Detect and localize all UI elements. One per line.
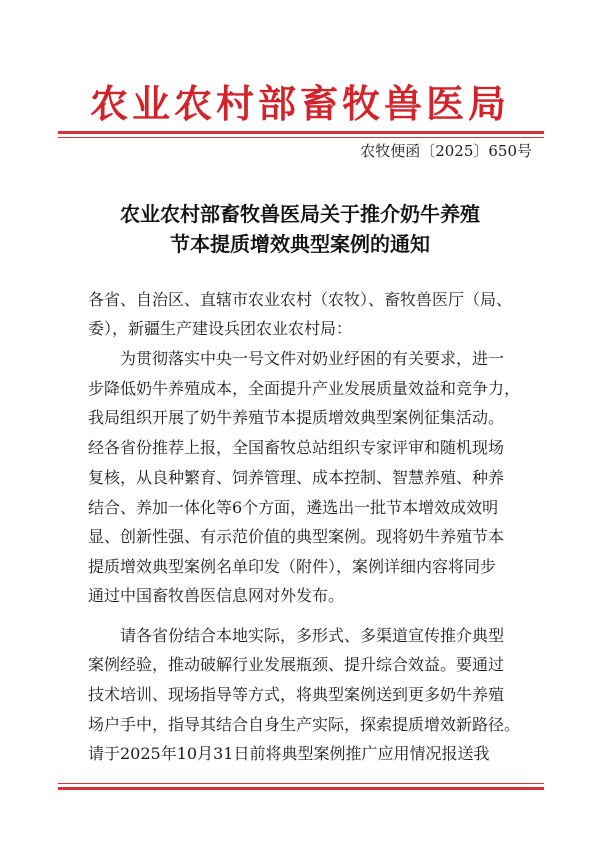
document-title-line-2: 节本提质增效典型案例的通知 <box>170 232 430 256</box>
addressee-line-2: 委），新疆生产建设兵团农业农村局： <box>88 319 353 338</box>
body-line: 复核，从良种繁育、饲养管理、成本控制、智慧养殖、种养 <box>88 468 505 487</box>
body-line: 场户手中，指导其结合自身生产实际，探索提质增效新路径。 <box>88 715 521 734</box>
addressee-line-1: 各省、自治区、直辖市农业农村（农牧）、畜牧兽医厅（局、 <box>88 290 513 309</box>
body-line: 请于2025年10月31日前将典型案例推广应用情况报送我 <box>88 744 490 763</box>
body-line: 案例经验，推动破解行业发展瓶颈、提升综合效益。要通过 <box>88 655 505 674</box>
footer-rule-thick <box>58 787 544 790</box>
body-line: 通过中国畜牧兽医信息网对外发布。 <box>88 586 345 605</box>
body-line: 步降低奶牛养殖成本，全面提升产业发展质量效益和竞争力， <box>88 379 521 398</box>
body-line: 结合、养加一体化等6个方面，遴选出一批节本增效成效明 <box>88 498 499 517</box>
body-line: 提质增效典型案例名单印发（附件），案例详细内容将同步 <box>88 557 497 576</box>
body-line: 为贯彻落实中央一号文件对奶业纾困的有关要求，进一 <box>120 349 505 368</box>
header-rule-thin <box>58 137 544 138</box>
body-line: 请各省份结合本地实际，多形式、多渠道宣传推介典型 <box>120 626 505 645</box>
document-title-line-1: 农业农村部畜牧兽医局关于推介奶牛养殖 <box>120 202 480 226</box>
document-number: 农牧便函〔2025〕650号 <box>360 142 532 160</box>
body-line: 我局组织开展了奶牛养殖节本提质增效典型案例征集活动。 <box>88 408 505 427</box>
body-line: 经各省份推荐上报，全国畜牧总站组织专家评审和随机现场 <box>88 438 505 457</box>
header-rule-thick <box>58 131 544 134</box>
footer-rule-thin <box>58 783 544 784</box>
agency-header: 农业农村部畜牧兽医局 <box>89 81 510 126</box>
body-line: 显、创新性强、有示范价值的典型案例。现将奶牛养殖节本 <box>88 527 505 546</box>
body-line: 技术培训、现场指导等方式，将典型案例送到更多奶牛养殖 <box>88 685 505 704</box>
